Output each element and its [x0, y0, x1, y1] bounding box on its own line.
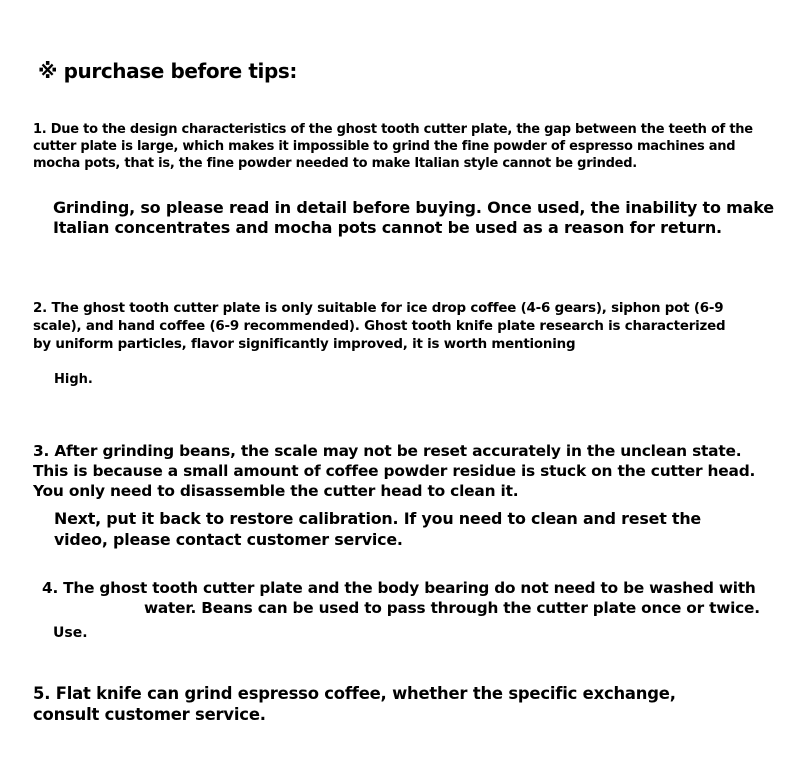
tip-5: [33, 683, 676, 725]
tip-2-continued: [54, 371, 93, 388]
tip-2-line: by uniform particles, flavor significantly improved, it is worth mentioning: [33, 337, 576, 352]
tip-5-line: 5. Flat knife can grind espresso coffee, whether the specific exchange,: [33, 684, 676, 703]
tip-1: [33, 121, 753, 172]
page-title: ※ purchase before tips:: [38, 59, 297, 83]
tip-2-line: scale), and hand coffee (6-9 recommended). Ghost tooth knife plate research is characterized: [33, 319, 726, 334]
tip-3-line: This is because a small amount of coffee powder residue is stuck on the cutter head.: [33, 462, 756, 480]
tip-1-continued: [53, 198, 774, 238]
tip-3-continued-line: Next, put it back to restore calibration. If you need to clean and reset the: [54, 509, 702, 528]
tip-5-line: consult customer service.: [33, 705, 266, 724]
tip-2: [33, 300, 725, 354]
tip-1-line: 1. Due to the design characteristics of the ghost tooth cutter plate, the gap between the teeth of the: [33, 122, 753, 137]
tip-3-continued: [54, 508, 701, 550]
tip-2-line: 2. The ghost tooth cutter plate is only suitable for ice drop coffee (4-6 gears), siphon pot (6-9: [33, 301, 724, 316]
tip-4: [42, 578, 760, 618]
tip-3-line: 3. After grinding beans, the scale may not be reset accurately in the unclean state.: [33, 442, 742, 460]
tip-3: [33, 441, 755, 501]
tip-1-line: cutter plate is large, which makes it impossible to grind the fine powder of espresso machines and: [33, 139, 736, 154]
tip-1-continued-line: Grinding, so please read in detail before buying. Once used, the inability to make: [53, 198, 774, 217]
tip-4-line: water. Beans can be used to pass through the cutter plate once or twice.: [144, 599, 760, 617]
tip-4-continued-line: Use.: [53, 625, 88, 641]
tip-1-continued-line: Italian concentrates and mocha pots cannot be used as a reason for return.: [53, 218, 722, 237]
tip-3-continued-line: video, please contact customer service.: [54, 530, 403, 549]
tip-1-line: mocha pots, that is, the fine powder needed to make Italian style cannot be grinded.: [33, 156, 637, 171]
tip-4-continued: [53, 624, 88, 642]
tip-2-continued-line: High.: [54, 372, 93, 387]
tip-4-line: 4. The ghost tooth cutter plate and the body bearing do not need to be washed with: [42, 579, 756, 597]
tip-3-line: You only need to disassemble the cutter head to clean it.: [33, 482, 519, 500]
